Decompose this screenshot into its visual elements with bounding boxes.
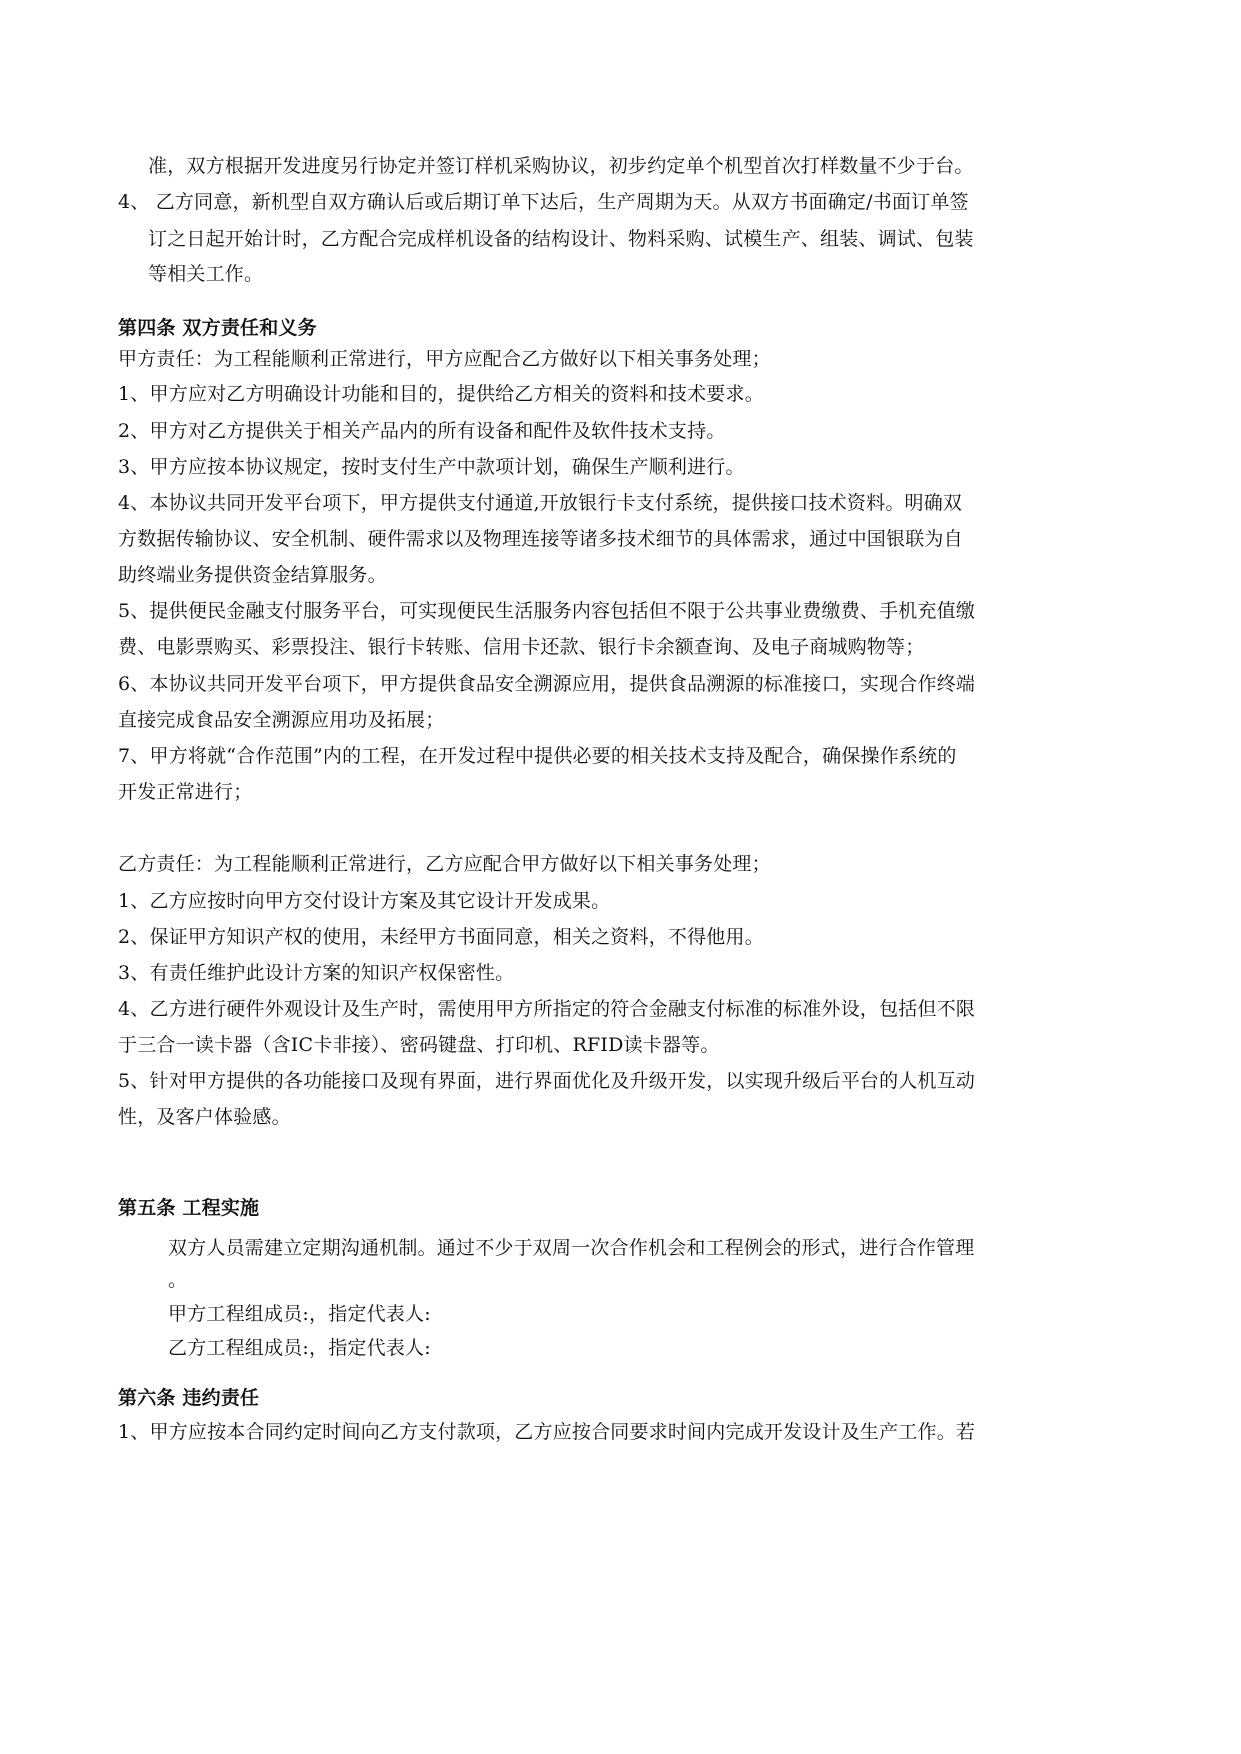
text-line-16: 直接完成食品安全溯源应用功及拓展； — [118, 709, 445, 731]
text-line-26: 性，及客户体验感。 — [118, 1106, 291, 1128]
text-line-15: 6、本协议共同开发平台项下，甲方提供食品安全溯源应用，提供食品溯源的标准接口，实现合作终端 — [118, 673, 976, 695]
text-line-13: 5、提供便民金融支付服务平台，可实现便民生活服务内容包括但不限于公共事业费缴费、手机充值缴 — [118, 600, 976, 622]
text-line-3: 订之日起开始计时，乙方配合完成样机设备的结构设计、物料采购、试模生产、组装、调试、包装 — [148, 228, 974, 250]
section-heading-4: 第四条 双方责任和义务 — [118, 317, 317, 339]
text-line-9: 3、甲方应按本协议规定，按时支付生产中款项计划，确保生产顺利进行。 — [118, 456, 745, 478]
text-line-23: 4、乙方进行硬件外观设计及生产时，需使用甲方所指定的符合金融支付标准的标准外设，包括但不限 — [118, 998, 976, 1020]
text-line-11: 方数据传输协议、安全机制、硬件需求以及物理连接等诸多技术细节的具体需求，通过中国银联为自 — [118, 528, 963, 550]
text-line-7: 1、甲方应对乙方明确设计功能和目的，提供给乙方相关的资料和技术要求。 — [118, 383, 764, 405]
text-line-2: 4、 乙方同意，新机型自双方确认后或后期订单下达后，生产周期为天。从双方书面确定/书面订单签 — [118, 191, 969, 213]
text-line-8: 2、甲方对乙方提供关于相关产品内的所有设备和配件及软件技术支持。 — [118, 420, 726, 442]
text-line-18: 开发正常进行； — [118, 781, 253, 803]
text-line-14: 费、电影票购买、彩票投注、银行卡转账、信用卡还款、银行卡余额查询、及电子商城购物等； — [118, 636, 925, 658]
text-line-33: 1、甲方应按本合同约定时间向乙方支付款项，乙方应按合同要求时间内完成开发设计及生产工作。若 — [118, 1421, 976, 1443]
section-heading-5: 第五条 工程实施 — [118, 1197, 260, 1219]
text-line-4: 等相关工作。 — [148, 263, 264, 285]
text-line-17: 7、甲方将就“合作范围”内的工程，在开发过程中提供必要的相关技术支持及配合，确保操作系统的 — [118, 745, 957, 767]
text-line-12: 助终端业务提供资金结算服务。 — [118, 564, 387, 586]
text-line-30: 甲方工程组成员:，指定代表人: — [168, 1303, 431, 1325]
text-line-29: 。 — [168, 1269, 188, 1291]
text-line-28: 双方人员需建立定期沟通机制。通过不少于双周一次合作机会和工程例会的形式，进行合作管理 — [168, 1237, 975, 1259]
text-line-10: 4、本协议共同开发平台项下，甲方提供支付通道,开放银行卡支付系统，提供接口技术资料。明确双 — [118, 492, 963, 514]
text-line-21: 2、保证甲方知识产权的使用，未经甲方书面同意，相关之资料，不得他用。 — [118, 926, 764, 948]
text-line-1: 准，双方根据开发进度另行协定并签订样机采购协议，初步约定单个机型首次打样数量不少于台。 — [148, 155, 974, 177]
text-line-22: 3、有责任维护此设计方案的知识产权保密性。 — [118, 962, 515, 984]
text-line-31: 乙方工程组成员:，指定代表人: — [168, 1337, 431, 1359]
text-line-6: 甲方责任：为工程能顺利正常进行，甲方应配合乙方做好以下相关事务处理； — [118, 348, 771, 370]
text-line-20: 1、乙方应按时向甲方交付设计方案及其它设计开发成果。 — [118, 890, 611, 912]
section-heading-6: 第六条 违约责任 — [118, 1387, 260, 1409]
text-line-24: 于三合一读卡器（含IC卡非接）、密码键盘、打印机、RFID读卡器等。 — [118, 1034, 720, 1056]
text-line-19: 乙方责任：为工程能顺利正常进行，乙方应配合甲方做好以下相关事务处理； — [118, 853, 771, 875]
text-line-25: 5、针对甲方提供的各功能接口及现有界面，进行界面优化及升级开发，以实现升级后平台的人机互动 — [118, 1070, 976, 1092]
